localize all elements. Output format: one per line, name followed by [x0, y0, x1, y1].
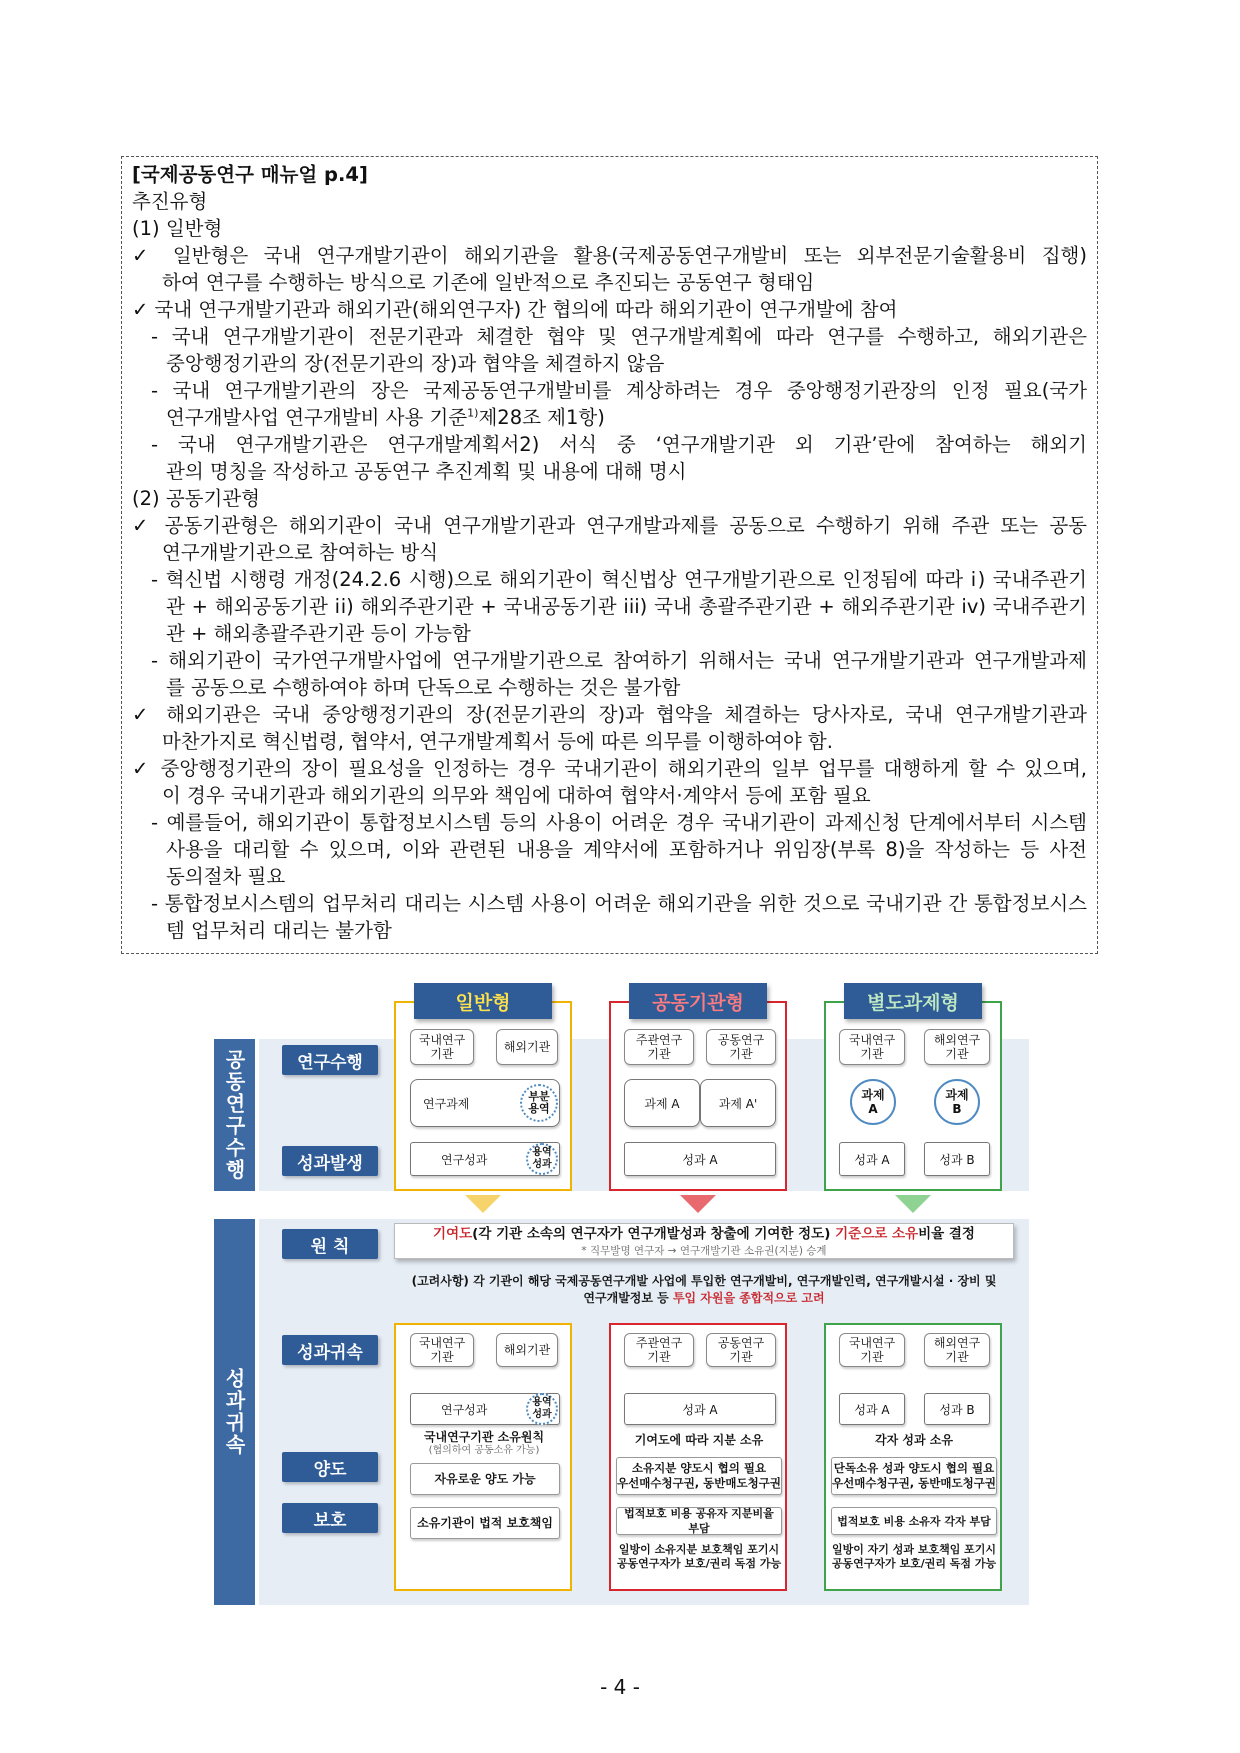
principle-footnote: * 직무발명 연구자 → 연구개발기관 소유권(지분) 승계 [581, 1245, 827, 1257]
separate-foreign-inst: 해외연구 기관 [924, 1029, 990, 1065]
manual-line: 추진유형 [132, 190, 208, 213]
manual-line: 관의 명칭을 작성하고 공동연구 추진계획 및 내용에 대해 명시 [166, 460, 687, 483]
joint-attr-lead: 주관연구 기관 [624, 1333, 694, 1367]
general-protection: 소유기관이 법적 보호책임 [410, 1507, 560, 1539]
separate-task-b: 과제 B [934, 1079, 980, 1125]
manual-line-text: 연구개발사업 연구개발비 사용 기준 [166, 406, 468, 429]
consideration-text: 연구개발정보 등 [583, 1291, 673, 1305]
principle-box [394, 1223, 1014, 1259]
general-foreign-inst: 해외기관 [496, 1029, 558, 1065]
manual-line: 사용을 대리할 수 있으며, 이와 관련된 내용을 계약서에 포함하거나 위임장(부록 8)을 작성하는 등 사전 [166, 838, 1087, 861]
type-header-joint: 공동기관형 [629, 983, 767, 1019]
joint-result: 성과 A [624, 1142, 776, 1176]
row-label-protection: 보호 [282, 1503, 378, 1533]
joint-transfer: 소유지분 양도시 협의 필요 우선매수청구권, 동반매도청구권 [616, 1457, 782, 1495]
general-attr-note: 국내연구기관 소유원칙 [423, 1430, 545, 1444]
side-label-joint-research: 공동연구수행 [214, 1039, 255, 1191]
consideration-highlight: 투입 자원을 종합적으로 고려 [672, 1291, 825, 1305]
general-transfer: 자유로운 양도 가능 [410, 1463, 560, 1495]
consideration-line [394, 1290, 1014, 1307]
separate-result-a: 성과 A [839, 1142, 905, 1176]
joint-protection-note: 일방이 소유지분 보호책임 포기시 공동연구자가 보호/권리 독점 가능 [616, 1543, 782, 1570]
separate-domestic-inst: 국내연구 기관 [839, 1029, 905, 1065]
manual-line: 이 경우 국내기관과 해외기관의 의무와 책임에 대하여 협약서·계약서 등에 포함 필요 [162, 784, 871, 807]
manual-line-text: 제28조 제1항) [478, 406, 605, 429]
manual-line: ✓ 해외기관은 국내 중앙행정기관의 장(전문기관의 장)과 협약을 체결하는 당사자로, 국내 연구개발기관과 [132, 703, 1087, 726]
joint-attr-result: 성과 A [624, 1393, 776, 1425]
general-service: 부분 용역 [520, 1084, 558, 1122]
general-attr-foreign: 해외기관 [496, 1333, 558, 1367]
manual-line: 관 + 해외공동기관 ⅰi) 해외주관기관 + 국내공동기관 iii) 국내 총괄주관기관 + 해외주관기관 iv) 국내주관기 [166, 595, 1087, 618]
separate-down-arrow [895, 1195, 931, 1213]
consideration-line: (고려사항) 각 기관이 해당 국제공동연구개발 사업에 투입한 연구개발비, 연구개발인력, 연구개발시설 · 장비 및 [411, 1274, 997, 1288]
row-label-transfer: 양도 [282, 1452, 378, 1482]
general-attr-service: 용역 성과 [526, 1393, 558, 1425]
principle-text: (각 기관 소속의 연구자가 연구개발성과 창출에 기여한 정도) [472, 1226, 836, 1242]
manual-line: - 국내 연구개발기관의 장은 국제공동연구개발비를 계상하려는 경우 중앙행정기관장의 인정 필요(국가 [151, 379, 1087, 402]
manual-line: ✓ 일반형은 국내 연구개발기관이 해외기관을 활용(국제공동연구개발비 또는 외부전문기술활용비 집행) [132, 244, 1087, 267]
manual-line: (1) 일반형 [132, 217, 223, 240]
joint-task-a-prime: 과제 A' [700, 1079, 776, 1127]
separate-protection: 법적보호 비용 소유자 각자 부담 [831, 1507, 997, 1535]
joint-lead-inst: 주관연구 기관 [624, 1029, 694, 1065]
manual-line: - 국내 연구개발기관은 연구개발계획서2) 서식 중 ‘연구개발기관 외 기관’란에 참여하는 해외기 [151, 433, 1087, 456]
manual-line: 를 공동으로 수행하여야 하며 단독으로 수행하는 것은 불가함 [166, 676, 681, 699]
principle-main [395, 1226, 1013, 1243]
row-label-outcome: 성과발생 [282, 1146, 378, 1176]
principle-text-end: 비율 결정 [918, 1226, 975, 1242]
general-attr-domestic: 국내연구 기관 [410, 1333, 474, 1367]
manual-line: (2) 공동기관형 [132, 487, 261, 510]
general-attr-result: 연구성과 [410, 1393, 560, 1425]
general-domestic-inst: 국내연구 기관 [410, 1029, 474, 1065]
footnote-marker: 1) [467, 406, 479, 420]
principle-contribution: 기여도 [433, 1226, 473, 1242]
manual-line: ✓ 국내 연구개발기관과 해외기관(해외연구자) 간 협의에 따라 해외기관이 연구개발에 참여 [132, 298, 898, 321]
separate-attr-note: 각자 성과 소유 [875, 1433, 953, 1447]
separate-attr-domestic: 국내연구 기관 [839, 1333, 905, 1367]
separate-protection-note: 일방이 자기 성과 보호책임 포기시 공동연구자가 보호/권리 독점 가능 [831, 1543, 997, 1570]
general-task: 연구과제 [410, 1079, 560, 1127]
manual-line: 관 + 해외총괄주관기관 등이 가능함 [166, 622, 471, 645]
type-header-general: 일반형 [414, 983, 552, 1019]
manual-title: [국제공동연구 매뉴얼 p.4] [132, 163, 368, 186]
separate-attr-foreign: 해외연구 기관 [924, 1333, 990, 1367]
manual-line: 마찬가지로 혁신법령, 협약서, 연구개발계획서 등에 따른 의무를 이행하여야 함. [162, 730, 833, 753]
separate-result-b: 성과 B [924, 1142, 990, 1176]
joint-task-a: 과제 A [624, 1079, 700, 1127]
ownership-diagram [214, 983, 1030, 1608]
joint-partner-inst: 공동연구 기관 [706, 1029, 776, 1065]
joint-attr-partner: 공동연구 기관 [706, 1333, 776, 1367]
type-header-separate: 별도과제형 [844, 983, 982, 1019]
general-service-result: 용역 성과 [526, 1143, 558, 1175]
separate-attr-result-b: 성과 B [924, 1393, 990, 1425]
manual-line: 연구개발기관으로 참여하는 방식 [162, 541, 439, 564]
manual-line: - 통합정보시스템의 업무처리 대리는 시스템 사용이 어려운 해외기관을 위한 것으로 국내기관 간 통합정보시스 [151, 892, 1087, 915]
general-attr-subnote: (협의하여 공동소유 가능) [428, 1445, 540, 1456]
consideration-note [394, 1273, 1014, 1307]
joint-attr-note: 기여도에 따라 지분 소유 [634, 1433, 764, 1447]
page-number: - 4 - [600, 1675, 640, 1699]
manual-line: - 혁신법 시행령 개정(24.2.6 시행)으로 해외기관이 혁신법상 연구개발기관으로 인정됨에 따라 ⅰ) 국내주관기 [151, 568, 1087, 591]
separate-attr-result-a: 성과 A [839, 1393, 905, 1425]
joint-protection: 법적보호 비용 공유자 지분비율 부담 [616, 1507, 782, 1535]
side-label-attribution: 성과귀속 [214, 1219, 255, 1605]
manual-line: - 국내 연구개발기관이 전문기관과 체결한 협약 및 연구개발계획에 따라 연구를 수행하고, 해외기관은 [151, 325, 1087, 348]
row-label-attribution: 성과귀속 [282, 1335, 378, 1365]
principle-ownership: 기준으로 소유 [835, 1226, 919, 1242]
manual-excerpt-box [121, 156, 1098, 954]
manual-line: 중앙행정기관의 장(전문기관의 장)과 협약을 체결하지 않음 [166, 352, 665, 375]
manual-line: 하여 연구를 수행하는 방식으로 기존에 일반적으로 추진되는 공동연구 형태임 [162, 271, 815, 294]
manual-line: 템 업무처리 대리는 불가함 [166, 919, 392, 942]
manual-line: - 예를들어, 해외기관이 통합정보시스템 등의 사용이 어려운 경우 국내기관이 과제신청 단계에서부터 시스템 [151, 811, 1087, 834]
manual-line: ✓ 공동기관형은 해외기관이 국내 연구개발기관과 연구개발과제를 공동으로 수행하기 위해 주관 또는 공동 [132, 514, 1087, 537]
general-result: 연구성과 [410, 1142, 560, 1176]
manual-line: - 해외기관이 국가연구개발사업에 연구개발기관으로 참여하기 위해서는 국내 연구개발기관과 연구개발과제 [151, 649, 1087, 672]
general-down-arrow [465, 1195, 501, 1213]
separate-task-a: 과제 A [850, 1079, 896, 1125]
manual-line: 동의절차 필요 [166, 865, 286, 888]
manual-line: ✓ 중앙행정기관의 장이 필요성을 인정하는 경우 국내기관이 해외기관의 일부 업무를 대행하게 할 수 있으며, [132, 757, 1087, 780]
row-label-principle: 원 칙 [282, 1229, 378, 1259]
joint-down-arrow [680, 1195, 716, 1213]
row-label-research: 연구수행 [282, 1045, 378, 1075]
manual-line [132, 404, 1087, 431]
separate-transfer: 단독소유 성과 양도시 협의 필요 우선매수청구권, 동반매도청구권 [831, 1457, 997, 1495]
